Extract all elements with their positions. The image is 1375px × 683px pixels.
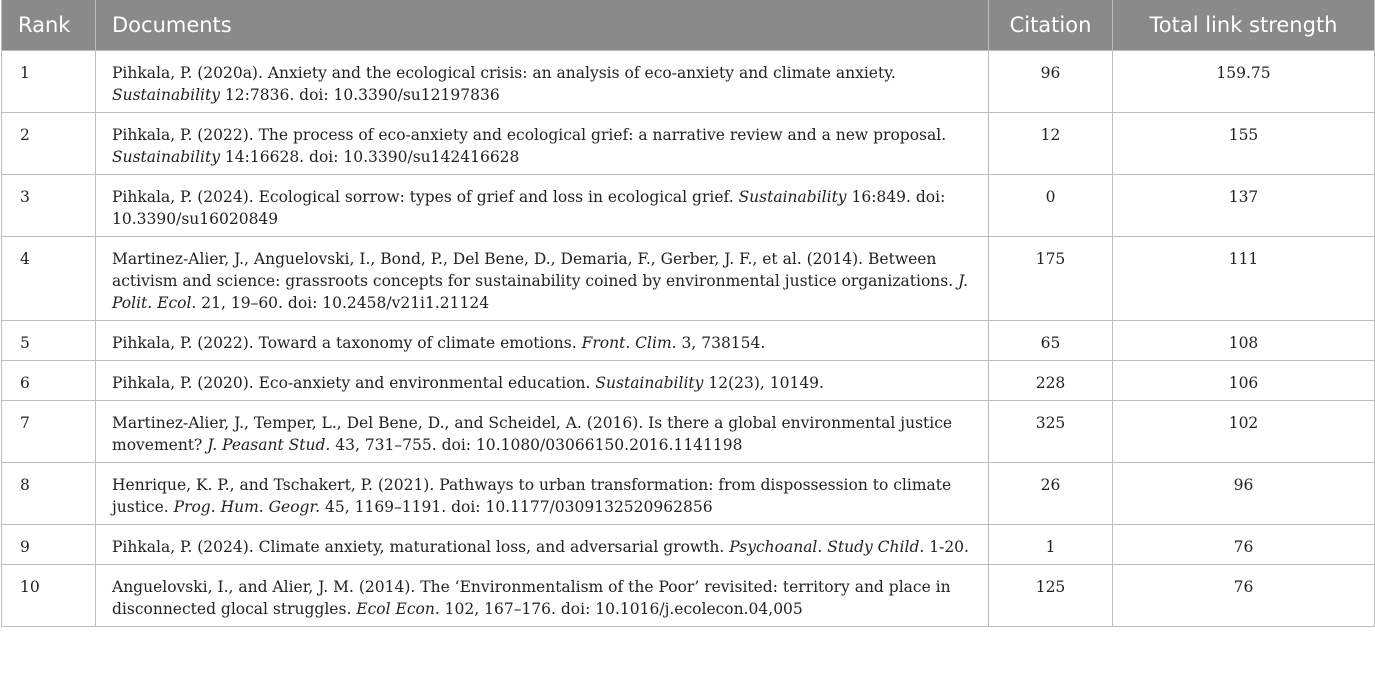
cell-rank: 10: [2, 565, 96, 627]
table-row: [2, 525, 1375, 565]
cell-rank: 7: [2, 401, 96, 463]
document-text: Pihkala, P. (2022). Toward a taxonomy of climate emotions.: [112, 334, 582, 352]
table-row: [2, 565, 1375, 627]
cell-total-link-strength: 76: [1113, 565, 1375, 627]
cell-document: [96, 361, 989, 401]
cell-total-link-strength: 76: [1113, 525, 1375, 565]
table-row: [2, 401, 1375, 463]
document-text: Pihkala, P. (2022). The process of eco-anxiety and ecological grief: a narrative review and a new proposal.: [112, 126, 947, 144]
cell-citation: 26: [989, 463, 1113, 525]
document-details: 1-20.: [924, 538, 969, 556]
document-details: 45, 1169–1191. doi: 10.1177/0309132520962856: [320, 498, 713, 516]
journal-name: Sustainability: [112, 86, 220, 104]
header-rank: Rank: [2, 0, 96, 51]
cell-rank: 3: [2, 175, 96, 237]
document-text: Martinez-Alier, J., Anguelovski, I., Bond, P., Del Bene, D., Demaria, F., Gerber, J. F., et al. (2014). Between activism and science: grassroots concepts for sustainability coined by environmental justice organizations.: [112, 250, 959, 290]
table-row: [2, 51, 1375, 113]
document-details: 43, 731–755. doi: 10.1080/03066150.2016.1141198: [330, 436, 743, 454]
journal-name: Sustainability: [595, 374, 704, 392]
table-row: [2, 175, 1375, 237]
cell-document: [96, 237, 989, 321]
cell-citation: 96: [989, 51, 1113, 113]
cell-citation: 65: [989, 321, 1113, 361]
cell-citation: 228: [989, 361, 1113, 401]
cell-total-link-strength: 102: [1113, 401, 1375, 463]
document-text: Martinez-Alier, J., Temper, L., Del Bene, D., and Scheidel, A. (2016). Is there a global environmental justice movement?: [112, 414, 953, 454]
cell-rank: 2: [2, 113, 96, 175]
document-details: 3, 738154.: [676, 334, 766, 352]
cell-citation: 0: [989, 175, 1113, 237]
journal-name: Ecol Econ.: [356, 600, 440, 618]
header-citation: Citation: [989, 0, 1113, 51]
cell-rank: 1: [2, 51, 96, 113]
document-text: Pihkala, P. (2020a). Anxiety and the ecological crisis: an analysis of eco-anxiety and climate anxiety.: [112, 64, 896, 82]
table-row: [2, 237, 1375, 321]
document-details: 16:849. doi: 10.3390/su16020849: [112, 188, 946, 228]
journal-name: J. Polit. Ecol.: [112, 272, 969, 312]
cell-total-link-strength: 159.75: [1113, 51, 1375, 113]
table-row: [2, 361, 1375, 401]
cell-citation: 175: [989, 237, 1113, 321]
document-details: 12(23), 10149.: [703, 374, 824, 392]
document-text: Pihkala, P. (2020). Eco-anxiety and environmental education.: [112, 374, 596, 392]
cell-citation: 325: [989, 401, 1113, 463]
cell-document: [96, 51, 989, 113]
cell-total-link-strength: 155: [1113, 113, 1375, 175]
documents-table: [1, 0, 1375, 627]
header-total-link-strength: Total link strength: [1113, 0, 1375, 51]
journal-name: Sustainability: [112, 148, 220, 166]
table-row: [2, 113, 1375, 175]
table-row: [2, 321, 1375, 361]
document-text: Pihkala, P. (2024). Ecological sorrow: types of grief and loss in ecological grief.: [112, 188, 739, 206]
cell-document: [96, 321, 989, 361]
cell-total-link-strength: 137: [1113, 175, 1375, 237]
header-documents: Documents: [96, 0, 989, 51]
cell-document: [96, 401, 989, 463]
journal-name: Sustainability: [738, 188, 847, 206]
cell-citation: 12: [989, 113, 1113, 175]
document-text: Henrique, K. P., and Tschakert, P. (2021). Pathways to urban transformation: from dispossession to climate justice.: [112, 476, 952, 516]
cell-total-link-strength: 96: [1113, 463, 1375, 525]
cell-total-link-strength: 108: [1113, 321, 1375, 361]
document-details: 102, 167–176. doi: 10.1016/j.ecolecon.04,005: [439, 600, 803, 618]
cell-document: [96, 463, 989, 525]
cell-document: [96, 113, 989, 175]
cell-document: [96, 525, 989, 565]
cell-document: [96, 565, 989, 627]
document-details: 21, 19–60. doi: 10.2458/v21i1.21124: [196, 294, 490, 312]
document-details: 14:16628. doi: 10.3390/su142416628: [220, 148, 520, 166]
table-header: [2, 0, 1375, 51]
cell-rank: 6: [2, 361, 96, 401]
table-row: [2, 463, 1375, 525]
journal-name: J. Peasant Stud.: [207, 436, 331, 454]
cell-rank: 5: [2, 321, 96, 361]
table-body: [2, 51, 1375, 627]
journal-name: Psychoanal. Study Child.: [729, 538, 925, 556]
document-details: 12:7836. doi: 10.3390/su12197836: [220, 86, 500, 104]
cell-rank: 4: [2, 237, 96, 321]
cell-rank: 9: [2, 525, 96, 565]
journal-name: Prog. Hum. Geogr.: [173, 498, 321, 516]
cell-document: [96, 175, 989, 237]
cell-citation: 1: [989, 525, 1113, 565]
journal-name: Front. Clim.: [581, 334, 677, 352]
document-text: Pihkala, P. (2024). Climate anxiety, maturational loss, and adversarial growth.: [112, 538, 730, 556]
cell-citation: 125: [989, 565, 1113, 627]
document-text: Anguelovski, I., and Alier, J. M. (2014). The ‘Environmentalism of the Poor’ revisited: territory and place in disconnected glocal struggles.: [112, 578, 951, 618]
cell-rank: 8: [2, 463, 96, 525]
cell-total-link-strength: 106: [1113, 361, 1375, 401]
cell-total-link-strength: 111: [1113, 237, 1375, 321]
